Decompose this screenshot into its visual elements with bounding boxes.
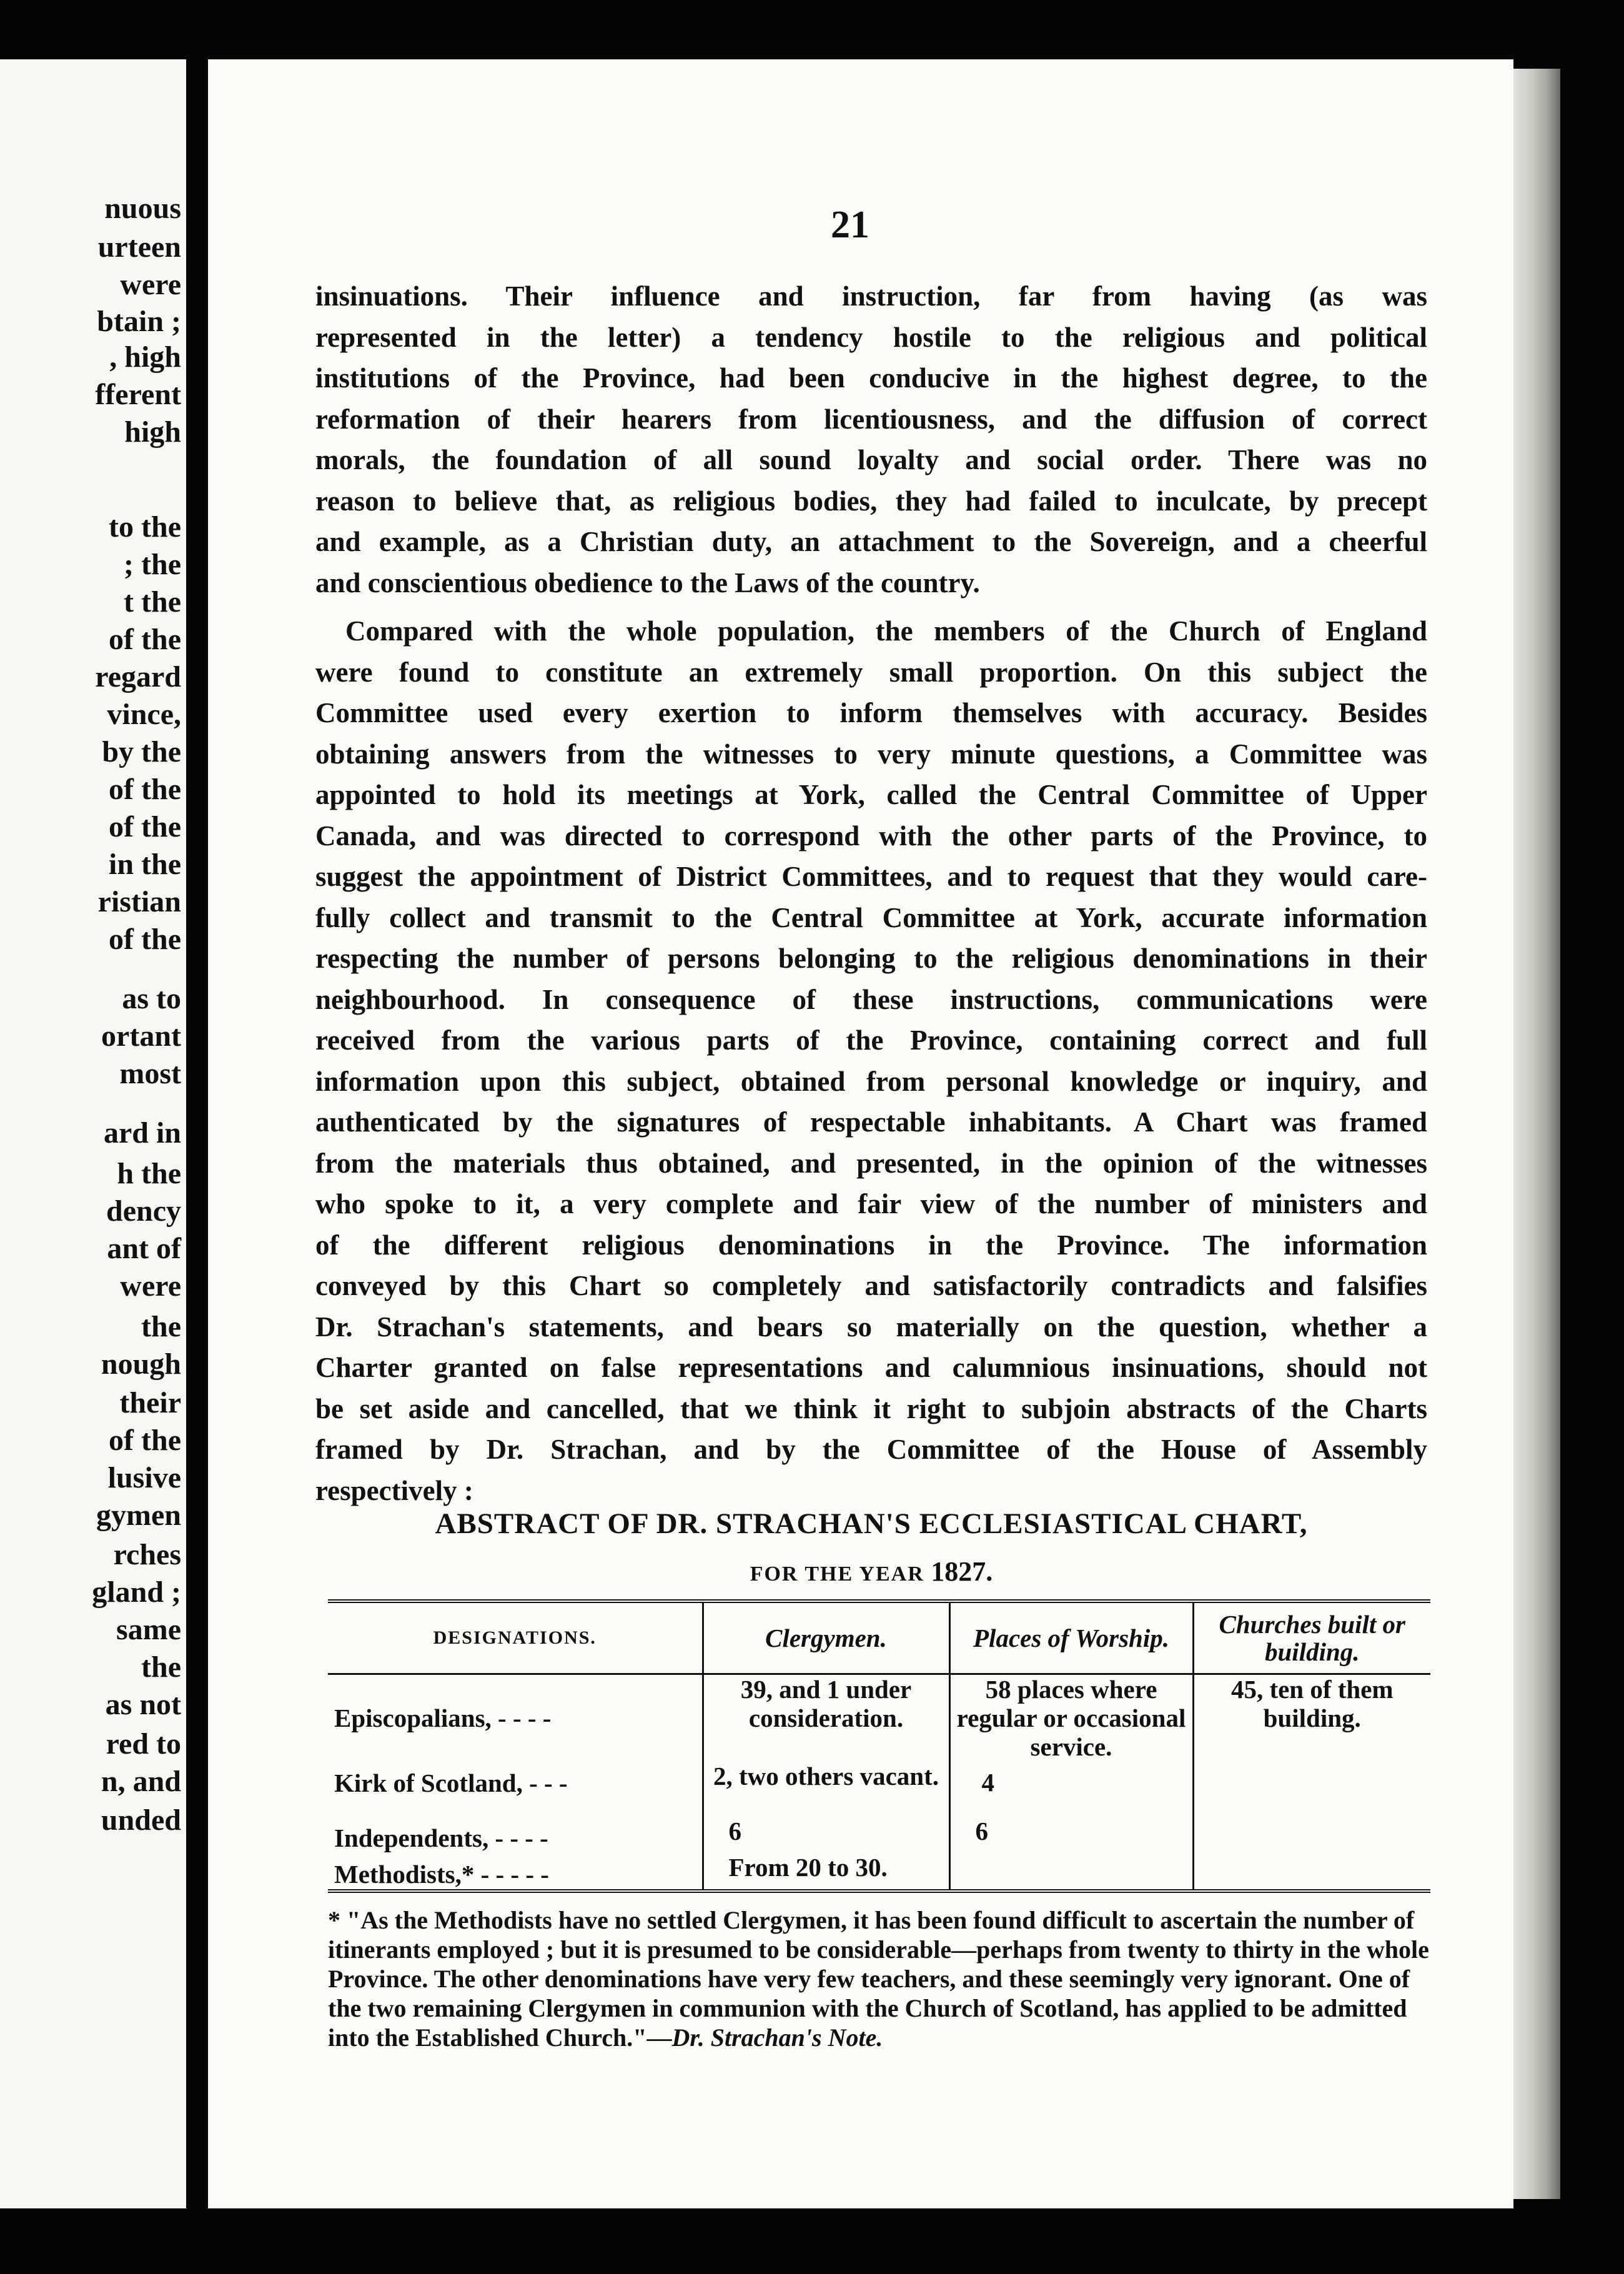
left-page-line: by the xyxy=(102,735,181,768)
text-line: Committee used every exertion to inform themselves with accuracy. Besides xyxy=(315,697,1427,728)
text-line: and conscientious obedience to the Laws of the country. xyxy=(315,567,980,598)
left-page-line: unded xyxy=(101,1804,181,1837)
left-page-line: as to xyxy=(122,982,181,1015)
paragraph-2 xyxy=(315,611,1427,1511)
left-page-line: regard xyxy=(95,660,181,693)
left-page-line: ard in xyxy=(103,1116,181,1149)
churches-cell xyxy=(1193,1817,1430,1853)
abstract-subtitle-year: 1827. xyxy=(931,1556,993,1587)
left-page-line: lusive xyxy=(107,1461,181,1494)
left-page-line: ortant xyxy=(101,1020,181,1053)
left-page-line: t the xyxy=(124,585,181,618)
left-page-line: of the xyxy=(109,1424,181,1457)
table-row xyxy=(328,1674,1430,1762)
left-page-line: urteen xyxy=(97,231,181,264)
text-line: Charter granted on false representations and calumnious insinuations, should not xyxy=(315,1352,1427,1383)
text-line: Dr. Strachan's statements, and bears so materially on the question, whether a xyxy=(315,1311,1427,1343)
page-number: 21 xyxy=(831,204,869,246)
left-page-line: gymen xyxy=(96,1499,181,1532)
text-line: from the materials thus obtained, and presented, in the opinion of the witnesses xyxy=(315,1147,1427,1179)
places-cell xyxy=(949,1853,1193,1891)
left-page-line: most xyxy=(119,1057,181,1090)
places-cell: 4 xyxy=(949,1762,1193,1817)
abstract-title: ABSTRACT OF DR. STRACHAN'S ECCLESIASTICAL CHART, xyxy=(435,1507,1308,1540)
text-line: reason to believe that, as religious bodies, they had failed to inculcate, by precept xyxy=(315,485,1427,517)
churches-cell xyxy=(1193,1762,1430,1817)
table-header-row xyxy=(328,1601,1430,1674)
text-line: represented in the letter) a tendency hostile to the religious and political xyxy=(315,321,1427,353)
left-page-line: n, and xyxy=(101,1765,181,1798)
text-line: neighbourhood. In consequence of these instructions, communications were xyxy=(315,983,1427,1015)
text-line: suggest the appointment of District Committees, and to request that they would care- xyxy=(315,861,1427,892)
left-page-line: the xyxy=(141,1651,181,1684)
footnote xyxy=(328,1905,1430,2052)
text-line: be set aside and cancelled, that we think it right to subjoin abstracts of the Charts xyxy=(315,1393,1427,1424)
left-page-line: red to xyxy=(106,1727,181,1760)
left-page-line: dency xyxy=(106,1194,181,1228)
table-row xyxy=(328,1853,1430,1891)
designation-cell: Episcopalians, - - - - xyxy=(334,1704,552,1733)
left-page-line: to the xyxy=(109,510,181,544)
left-page-line: fferent xyxy=(95,378,181,411)
table-row xyxy=(328,1762,1430,1817)
left-page-line: high xyxy=(124,415,181,449)
abstract-subtitle-prefix: FOR THE YEAR xyxy=(750,1562,924,1586)
footnote-text: * "As the Methodists have no settled Clergymen, it has been found difficult to ascertain the number of itinerants employed ; but it is presumed to be considerable—perhaps from twenty to thirty in the whole Province. The other denominations have very few teachers, and these seemingly very ignorant. One of the two remaining Clergymen in communion with the Church of Scotland, has applied to be admitted into the Established Church."— xyxy=(328,1906,1429,2052)
text-line: framed by Dr. Strachan, and by the Committee of the House of Assembly xyxy=(315,1434,1427,1465)
text-line: of the different religious denominations in the Province. The information xyxy=(315,1229,1427,1261)
left-page-line: vince, xyxy=(107,698,181,731)
text-line: obtaining answers from the witnesses to very minute questions, a Committee was xyxy=(315,738,1427,770)
left-page-line: rches xyxy=(113,1538,181,1571)
text-line: insinuations. Their influence and instruction, far from having (as was xyxy=(315,281,1427,312)
left-page-line: of the xyxy=(109,623,181,656)
previous-page-fragment xyxy=(0,59,186,2208)
designation-cell: Kirk of Scotland, - - - xyxy=(334,1768,568,1797)
left-page-line: nough xyxy=(101,1348,181,1381)
places-cell: 58 places where regular or occasional service. xyxy=(949,1674,1193,1762)
left-page-line: ; the xyxy=(124,548,181,581)
left-page-line: as not xyxy=(105,1688,181,1721)
left-page-line: of the xyxy=(109,773,181,806)
header-places-of-worship: Places of Worship. xyxy=(949,1601,1193,1674)
text-line: reformation of their hearers from licentiousness, and the diffusion of correct xyxy=(315,403,1427,435)
left-page-line: h the xyxy=(117,1157,181,1190)
body-text xyxy=(315,276,1427,1511)
text-line: fully collect and transmit to the Central Committee at York, accurate information xyxy=(315,901,1427,933)
clergymen-cell: 2, two others vacant. xyxy=(703,1762,949,1817)
designation-cell: Methodists,* - - - - - xyxy=(334,1859,549,1889)
designation-cell: Independents, - - - - xyxy=(334,1823,548,1852)
text-line: appointed to hold its meetings at York, called the Central Committee of Upper xyxy=(315,779,1427,810)
text-line: morals, the foundation of all sound loyalty and social order. There was no xyxy=(315,444,1427,475)
table-body xyxy=(328,1674,1430,1891)
text-line: information upon this subject, obtained from personal knowledge or inquiry, and xyxy=(315,1065,1427,1097)
text-line: who spoke to it, a very complete and fair view of the number of ministers and xyxy=(315,1188,1427,1219)
text-line: and example, as a Christian duty, an attachment to the Sovereign, and a cheerful xyxy=(315,526,1427,557)
text-line: Compared with the whole population, the members of the Church of England xyxy=(345,615,1427,647)
header-designations: DESIGNATIONS. xyxy=(433,1627,597,1648)
clergymen-cell: 39, and 1 under consideration. xyxy=(703,1674,949,1762)
text-line: received from the various parts of the Province, containing correct and full xyxy=(315,1025,1427,1056)
clergymen-cell: 6 xyxy=(703,1817,949,1853)
left-page-line: same xyxy=(116,1613,181,1646)
left-page-line: ristian xyxy=(97,885,181,918)
left-page-line: gland ; xyxy=(92,1576,181,1609)
left-page-line: were xyxy=(120,268,181,301)
text-line: respecting the number of persons belonging to the religious denominations in their xyxy=(315,943,1427,974)
text-line: were found to constitute an extremely small proportion. On this subject the xyxy=(315,656,1427,688)
header-clergymen: Clergymen. xyxy=(703,1601,949,1674)
table-row xyxy=(328,1817,1430,1853)
paragraph-1 xyxy=(315,276,1427,603)
text-line: conveyed by this Chart so completely and satisfactorily contradicts and falsifies xyxy=(315,1270,1427,1301)
text-line: respectively : xyxy=(315,1474,473,1506)
page-edge xyxy=(1513,69,1560,2199)
text-line: authenticated by the signatures of respectable inhabitants. A Chart was framed xyxy=(315,1106,1427,1138)
left-page-line: the xyxy=(141,1310,181,1343)
churches-cell xyxy=(1193,1853,1430,1891)
footnote-source: Dr. Strachan's Note. xyxy=(671,2023,883,2052)
clergymen-cell: From 20 to 30. xyxy=(703,1853,949,1891)
abstract-subtitle xyxy=(315,1556,1427,1587)
left-page-line: in the xyxy=(108,848,181,881)
left-page-line: ant of xyxy=(107,1232,181,1265)
left-page-line: of the xyxy=(109,923,181,956)
header-churches: Churches built or building. xyxy=(1193,1601,1430,1674)
ecclesiastical-chart-table xyxy=(328,1599,1430,1893)
left-page-line: were xyxy=(120,1269,181,1303)
left-page-line: , high xyxy=(109,340,181,374)
text-line: Canada, and was directed to correspond with the other parts of the Province, to xyxy=(315,820,1427,852)
left-page-line: of the xyxy=(109,810,181,843)
left-page-line: btain ; xyxy=(97,305,181,338)
left-page-line: nuous xyxy=(104,192,181,225)
text-line: institutions of the Province, had been conducive in the highest degree, to the xyxy=(315,362,1427,394)
places-cell: 6 xyxy=(949,1817,1193,1853)
churches-cell: 45, ten of them building. xyxy=(1193,1674,1430,1762)
left-page-line: their xyxy=(119,1386,181,1419)
